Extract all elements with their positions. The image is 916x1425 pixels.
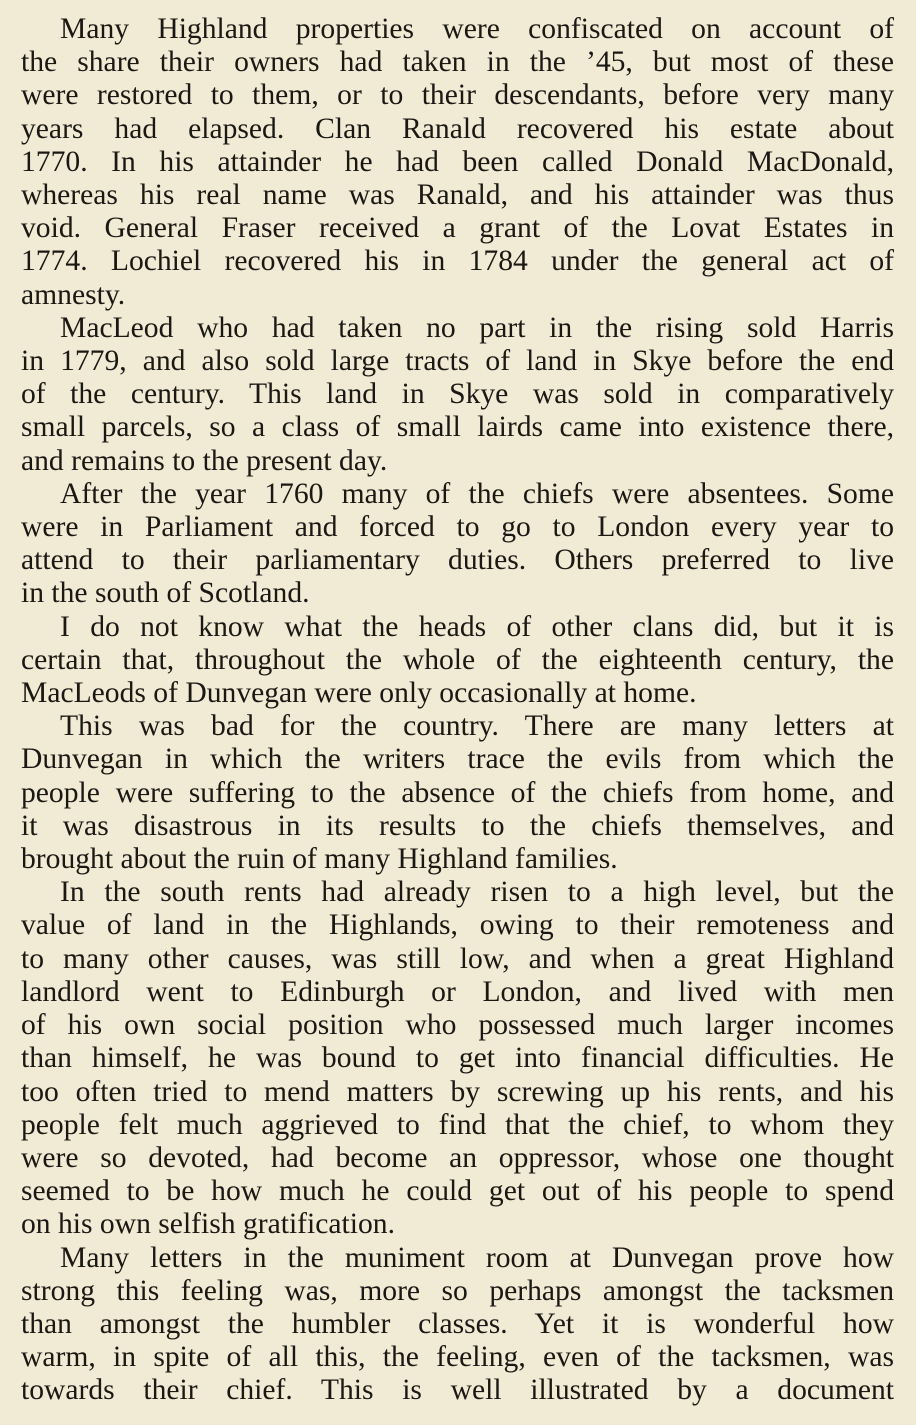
text-line: to many other causes, was still low, and when a great Highland <box>21 942 894 975</box>
paragraph-bad-for-country <box>21 710 894 876</box>
text-line: on his own selfish gratification. <box>21 1208 395 1241</box>
text-line: MacLeod who had taken no part in the rising sold Harris <box>60 311 894 344</box>
text-line: of the century. This land in Skye was sold in comparatively <box>21 378 894 411</box>
text-line: than amongst the humbler classes. Yet it is wonderful how <box>21 1307 894 1340</box>
paragraph-other-clans <box>21 611 894 711</box>
text-line: whereas his real name was Ranald, and his attainder was thus <box>21 179 894 212</box>
text-line: I do not know what the heads of other clans did, but it is <box>60 610 894 643</box>
text-line: strong this feeling was, more so perhaps amongst the tacksmen <box>21 1274 894 1307</box>
text-line: towards their chief. This is well illustrated by a document <box>21 1374 894 1407</box>
text-line: value of land in the Highlands, owing to their remoteness and <box>21 909 894 942</box>
paragraph-macleod-sales <box>21 312 894 478</box>
text-line: seemed to be how much he could get out of his people to spend <box>21 1175 894 1208</box>
text-line: people were suffering to the absence of the chiefs from home, and <box>21 776 894 809</box>
text-line: In the south rents had already risen to a high level, but the <box>60 876 894 909</box>
text-line: than himself, he was bound to get into financial difficulties. He <box>21 1042 894 1075</box>
paragraph-absentee-chiefs <box>21 478 894 611</box>
text-line: landlord went to Edinburgh or London, and lived with men <box>21 975 894 1008</box>
text-line: After the year 1760 many of the chiefs were absentees. Some <box>60 477 894 510</box>
text-line: This was bad for the country. There are many letters at <box>60 710 894 743</box>
body-text <box>21 13 894 1408</box>
text-line: in the south of Scotland. <box>21 577 310 610</box>
text-line: and remains to the present day. <box>21 444 388 477</box>
text-line: small parcels, so a class of small lairds came into existence there, <box>21 411 894 444</box>
text-line: certain that, throughout the whole of the eighteenth century, the <box>21 643 894 676</box>
text-line: were so devoted, had become an oppressor, whose one thought <box>21 1141 894 1174</box>
text-line: people felt much aggrieved to find that the chief, to whom they <box>21 1108 894 1141</box>
text-line: warm, in spite of all this, the feeling, even of the tacksmen, was <box>21 1341 894 1374</box>
text-line: MacLeods of Dunvegan were only occasionally at home. <box>21 677 697 710</box>
paragraph-muniment-letters <box>21 1242 894 1408</box>
paragraph-confiscated-properties <box>21 13 894 312</box>
text-line: attend to their parliamentary duties. Others preferred to live <box>21 544 894 577</box>
text-line: brought about the ruin of many Highland families. <box>21 843 618 876</box>
paragraph-rents <box>21 876 894 1241</box>
text-line: amnesty. <box>21 278 126 311</box>
text-line: 1774. Lochiel recovered his in 1784 under the general act of <box>21 245 894 278</box>
text-line: Many Highland properties were confiscated on account of <box>60 13 894 45</box>
text-line: the share their owners had taken in the ’45, but most of these <box>21 46 894 79</box>
text-line: of his own social position who possessed much larger incomes <box>21 1009 894 1042</box>
text-line: were restored to them, or to their descendants, before very many <box>21 79 894 112</box>
text-line: it was disastrous in its results to the chiefs themselves, and <box>21 809 894 842</box>
text-line: were in Parliament and forced to go to London every year to <box>21 511 894 544</box>
text-line: in 1779, and also sold large tracts of land in Skye before the end <box>21 345 894 378</box>
text-line: void. General Fraser received a grant of the Lovat Estates in <box>21 212 894 245</box>
text-line: Dunvegan in which the writers trace the evils from which the <box>21 743 894 776</box>
text-line: Many letters in the muniment room at Dunvegan prove how <box>60 1241 894 1274</box>
text-line: years had elapsed. Clan Ranald recovered his estate about <box>21 112 894 145</box>
text-line: too often tried to mend matters by screwing up his rents, and his <box>21 1075 894 1108</box>
text-line: 1770. In his attainder he had been called Donald MacDonald, <box>21 145 894 178</box>
